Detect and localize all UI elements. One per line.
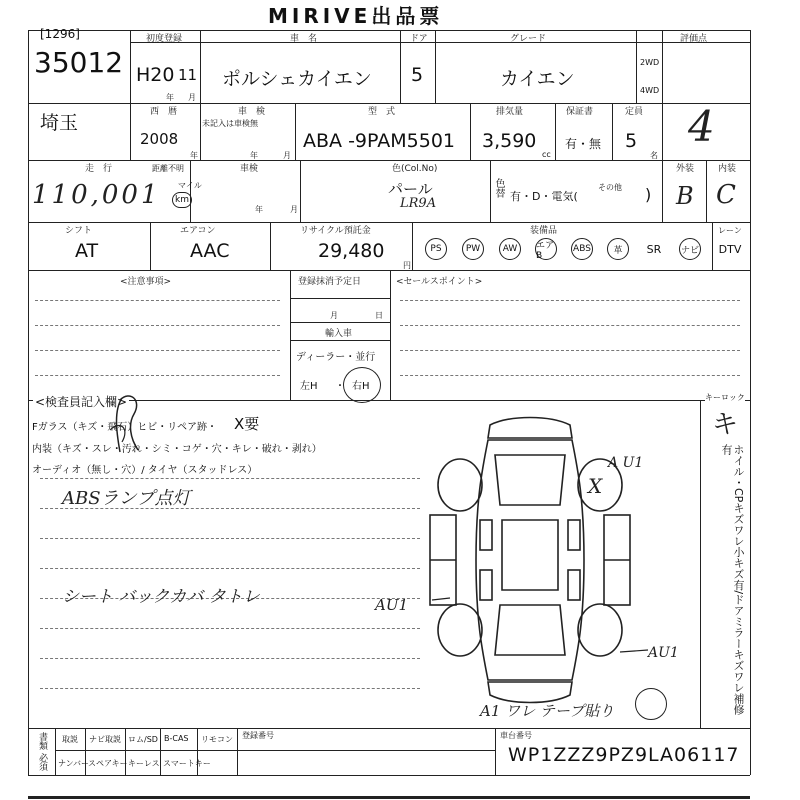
damage-leader-lines <box>400 590 660 660</box>
header-vin: 車台番号 <box>500 731 532 740</box>
header-registration-number: 登録番号 <box>242 731 274 740</box>
handwritten-seat-cover: シート バックカバ タトレ <box>62 587 260 607</box>
inspector-line-1-mark: X要 <box>234 415 260 433</box>
header-model: 型 式 <box>368 107 396 117</box>
header-capacity: 定員 <box>625 107 644 117</box>
grade-value: カイエン <box>500 68 575 90</box>
shift-value: AT <box>75 240 99 262</box>
header-doors: ドア <box>410 34 428 44</box>
doc-bcas: B-CAS <box>164 734 189 743</box>
car-damage-diagram <box>420 410 640 710</box>
sheet-title: MIRIVE出品票 <box>268 4 444 28</box>
color-close: ) <box>645 185 652 204</box>
unit-month-3: 月 <box>290 205 298 214</box>
header-warranty: 保証書 <box>566 107 594 117</box>
damage-mark-left: AU1 <box>375 596 409 614</box>
damage-mark-top: A U1 <box>608 455 644 471</box>
era-value: H20 <box>136 64 175 86</box>
model-value: ABA -9PAM5501 <box>303 130 455 152</box>
steer-sep: ・ <box>335 381 345 392</box>
doors-value: 5 <box>411 64 424 86</box>
inspector-line-3: オーディオ（無し・穴）/ タイヤ（スタッドレス） <box>32 465 258 476</box>
equip-leather: 革 <box>607 238 629 260</box>
warranty-value: 有・無 <box>565 137 602 151</box>
doc-manual: 取説 <box>62 735 78 744</box>
header-recycle: リサイクル預託金 <box>300 226 371 236</box>
registration-day: 日 <box>375 311 383 320</box>
mileage-unknown: 距離不明 <box>152 164 184 173</box>
header-aircon: エアコン <box>180 226 216 236</box>
doc-number-plate: ナンバー <box>58 759 90 768</box>
key-lock-mark: キ <box>712 410 739 440</box>
handwritten-a1-tape: A1 ワレ テープ貼り <box>480 702 615 720</box>
equip-airbag: エアB <box>535 238 557 260</box>
header-exterior: 外装 <box>676 164 695 174</box>
unit-month-2: 月 <box>283 151 291 160</box>
steer-right: 右H <box>352 381 370 392</box>
header-documents: 書類 <box>37 732 47 750</box>
equip-dtv: DTV <box>718 243 742 256</box>
unit-yen: 円 <box>403 261 411 270</box>
doc-remote: リモコン <box>201 735 233 744</box>
side-damage-text: ホイル・CPキズワレ小キズ有/ドアミラーキズワレ補修有 <box>720 444 745 716</box>
header-car-name: 車 名 <box>290 34 318 44</box>
lot-number: 35012 <box>34 46 124 79</box>
header-caution: <注意事項> <box>120 277 172 287</box>
inspection-note: 未記入は車検無 <box>202 119 258 128</box>
unit-year: 年 <box>166 93 174 102</box>
doc-keyless: キーレス <box>128 759 160 768</box>
interior-value: C <box>716 180 736 210</box>
vin-value: WP1ZZZ9PZ9LA06117 <box>508 744 740 766</box>
unit-persons: 名 <box>650 151 658 160</box>
score-value: 4 <box>688 102 715 151</box>
header-sales-point: <セールスポイント> <box>396 277 483 287</box>
recycle-value: 29,480 <box>318 240 385 262</box>
unit-year-4: 年 <box>255 205 263 214</box>
inspector-line-1: Fガラス（キズ・飛石）ヒビ・リペア跡・ <box>32 422 218 433</box>
header-interior: 内装 <box>718 164 737 174</box>
color-options: 有・D・電気( <box>510 190 578 203</box>
unit-year-3: 年 <box>250 151 258 160</box>
mileage-unit-km: km <box>172 192 192 208</box>
damage-mark-right: AU1 <box>648 645 679 661</box>
equip-sr: SR <box>646 243 662 256</box>
header-mileage: 走 行 <box>85 164 113 174</box>
prefecture-value: 埼玉 <box>40 112 79 134</box>
lot-code: [1296] <box>40 27 80 41</box>
year-value: 2008 <box>140 130 179 148</box>
header-first-registration: 初度登録 <box>146 34 183 44</box>
steer-right-circle <box>343 367 381 403</box>
doc-spare-key: スペアキー <box>88 759 128 768</box>
equip-ps: PS <box>425 238 447 260</box>
unit-year-2: 年 <box>190 151 198 160</box>
header-shift: シフト <box>65 226 93 236</box>
header-year: 西 暦 <box>150 107 178 117</box>
equip-aw: AW <box>499 238 521 260</box>
color-code: LR9A <box>400 196 437 211</box>
car-name-value: ポルシェカイエン <box>222 68 372 90</box>
unit-month: 月 <box>188 93 196 102</box>
drive-4wd: 4WD <box>640 86 660 95</box>
month-value: 11 <box>178 66 198 84</box>
capacity-value: 5 <box>625 130 638 152</box>
doc-navi-manual: ナビ取説 <box>89 735 121 744</box>
inspector-line-2: 内装（キズ・スレ・汚れ・シミ・コゲ・穴・キレ・破れ・剥れ） <box>32 444 322 455</box>
doc-smart-key: スマートキー <box>163 759 211 768</box>
handwritten-scribble <box>100 390 160 470</box>
color-other: その他 <box>598 183 622 192</box>
header-import: 輸入車 <box>325 329 353 339</box>
aircon-value: AAC <box>190 240 230 262</box>
import-type: ディーラー・並行 <box>296 352 376 363</box>
damage-mark-x: X <box>588 474 603 498</box>
equip-pw: PW <box>462 238 484 260</box>
handwritten-abs-lamp: ABSランプ点灯 <box>62 488 191 509</box>
displacement-value: 3,590 <box>482 130 537 152</box>
exterior-value: B <box>676 182 694 210</box>
header-key-lock: キーロック <box>705 393 745 402</box>
doc-rom-sd: ロム/SD <box>128 735 158 744</box>
header-registration-date: 登録抹消予定日 <box>298 277 362 287</box>
equip-abs: ABS <box>571 238 593 260</box>
drive-2wd: 2WD <box>640 58 660 67</box>
header-required: 必須 <box>37 753 47 771</box>
check-circle <box>635 688 667 720</box>
mileage-value: 110,001 <box>32 180 161 210</box>
header-score: 評価点 <box>680 34 708 44</box>
header-inspection: 車 検 <box>238 107 266 117</box>
header-grade: グレード <box>510 34 547 44</box>
inspector-heading: <検査員記入欄> <box>35 395 128 409</box>
header-lane: レーン <box>718 226 742 235</box>
header-displacement: 排気量 <box>496 107 524 117</box>
header-color: 色(Col.No) <box>392 164 438 174</box>
registration-month: 月 <box>330 311 338 320</box>
equip-navi: ナビ <box>679 238 701 260</box>
color-value: パール <box>388 180 433 198</box>
mileage-unit-mile: マイル <box>178 181 202 190</box>
unit-cc: cc <box>542 150 551 159</box>
header-equipment: 装備品 <box>530 226 558 236</box>
header-color-change: 色替 <box>493 178 504 198</box>
header-inspection-expiry: 車検 <box>240 164 259 174</box>
steer-left: 左H <box>300 381 318 392</box>
